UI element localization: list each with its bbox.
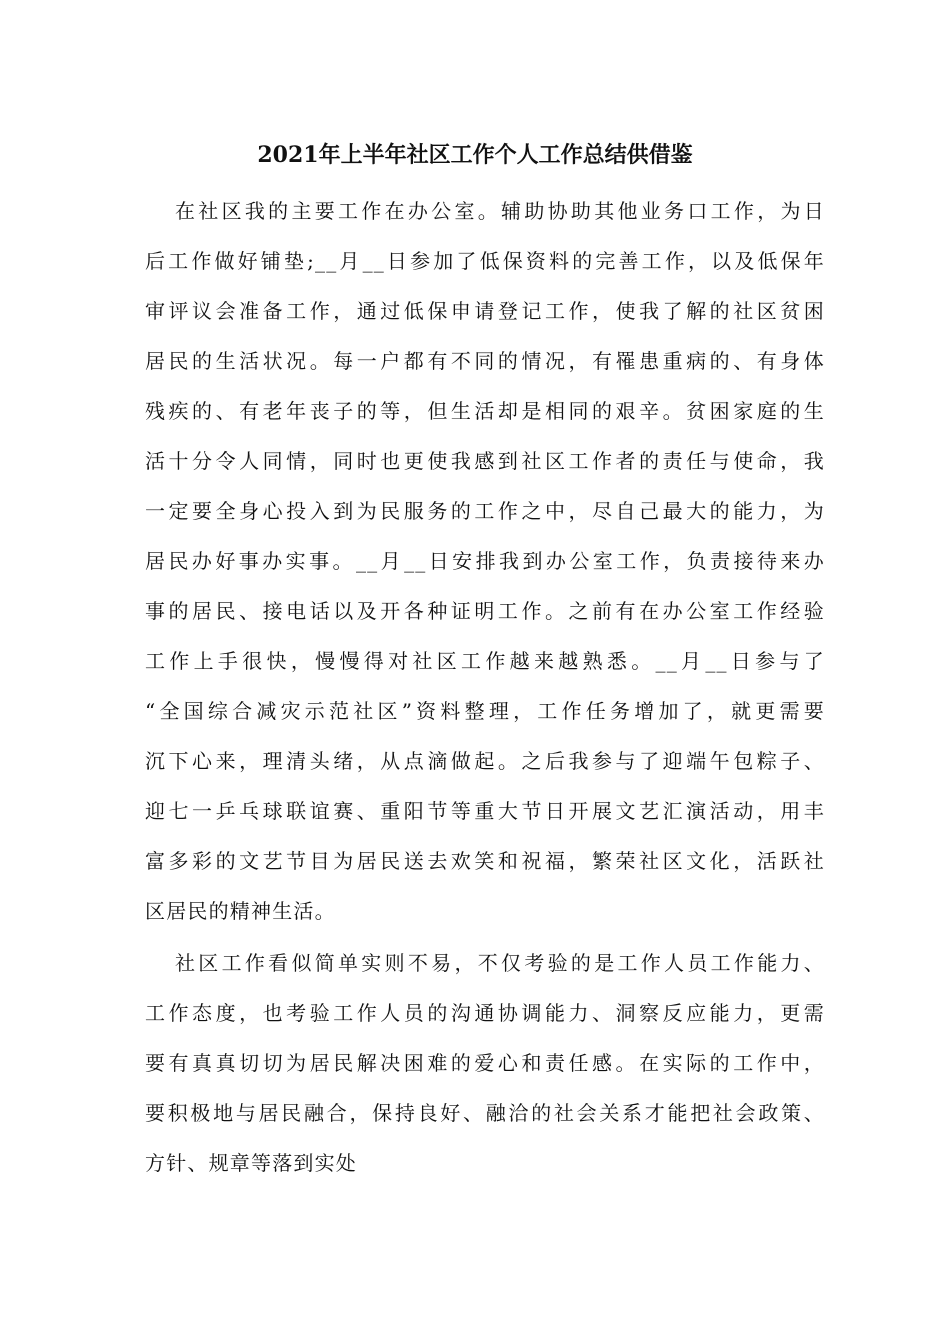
paragraph-line: “全国综合减灾示范社区”资料整理，工作任务增加了，就更需要 xyxy=(145,699,825,723)
paragraph-line: 沉下心来，理清头绪，从点滴做起。之后我参与了迎端午包粽子、 xyxy=(145,749,825,773)
paragraph-line: 居民的生活状况。每一户都有不同的情况，有罹患重病的、有身体 xyxy=(145,349,825,373)
paragraph-line: 工作上手很快，慢慢得对社区工作越来越熟悉。__月__日参与了 xyxy=(145,649,825,673)
paragraph-line: 要有真真切切为居民解决困难的爱心和责任感。在实际的工作中， xyxy=(145,1051,825,1075)
paragraph-line: 残疾的、有老年丧子的等，但生活却是相同的艰辛。贫困家庭的生 xyxy=(145,399,825,423)
paragraph-2 xyxy=(145,938,825,1188)
paragraph-line: 活十分令人同情，同时也更使我感到社区工作者的责任与使命，我 xyxy=(145,449,825,473)
paragraph-line: 在社区我的主要工作在办公室。辅助协助其他业务口工作，为日 xyxy=(175,199,825,223)
paragraph-line: 工作态度，也考验工作人员的沟通协调能力、洞察反应能力，更需 xyxy=(145,1001,825,1025)
paragraph-line: 事的居民、接电话以及开各种证明工作。之前有在办公室工作经验 xyxy=(145,599,825,623)
document-title: 2021年上半年社区工作个人工作总结供借鉴 xyxy=(257,142,693,168)
paragraph-line: 要积极地与居民融合，保持良好、融洽的社会关系才能把社会政策、 xyxy=(145,1101,825,1125)
paragraph-line: 富多彩的文艺节目为居民送去欢笑和祝福，繁荣社区文化，活跃社 xyxy=(145,849,825,873)
paragraph-line: 一定要全身心投入到为民服务的工作之中，尽自己最大的能力，为 xyxy=(145,499,825,523)
paragraph-line: 社区工作看似简单实则不易，不仅考验的是工作人员工作能力、 xyxy=(175,951,825,975)
paragraph-line: 区居民的精神生活。 xyxy=(145,899,336,923)
paragraph-line: 迎七一乒乓球联谊赛、重阳节等重大节日开展文艺汇演活动，用丰 xyxy=(145,799,825,823)
paragraph-line: 方针、规章等落到实处 xyxy=(145,1151,357,1175)
paragraph-line: 审评议会准备工作，通过低保申请登记工作，使我了解的社区贫困 xyxy=(145,299,825,323)
paragraph-1 xyxy=(145,186,825,936)
paragraph-line: 居民办好事办实事。__月__日安排我到办公室工作，负责接待来办 xyxy=(145,549,825,573)
paragraph-line: 后工作做好铺垫;__月__日参加了低保资料的完善工作，以及低保年 xyxy=(145,249,825,273)
